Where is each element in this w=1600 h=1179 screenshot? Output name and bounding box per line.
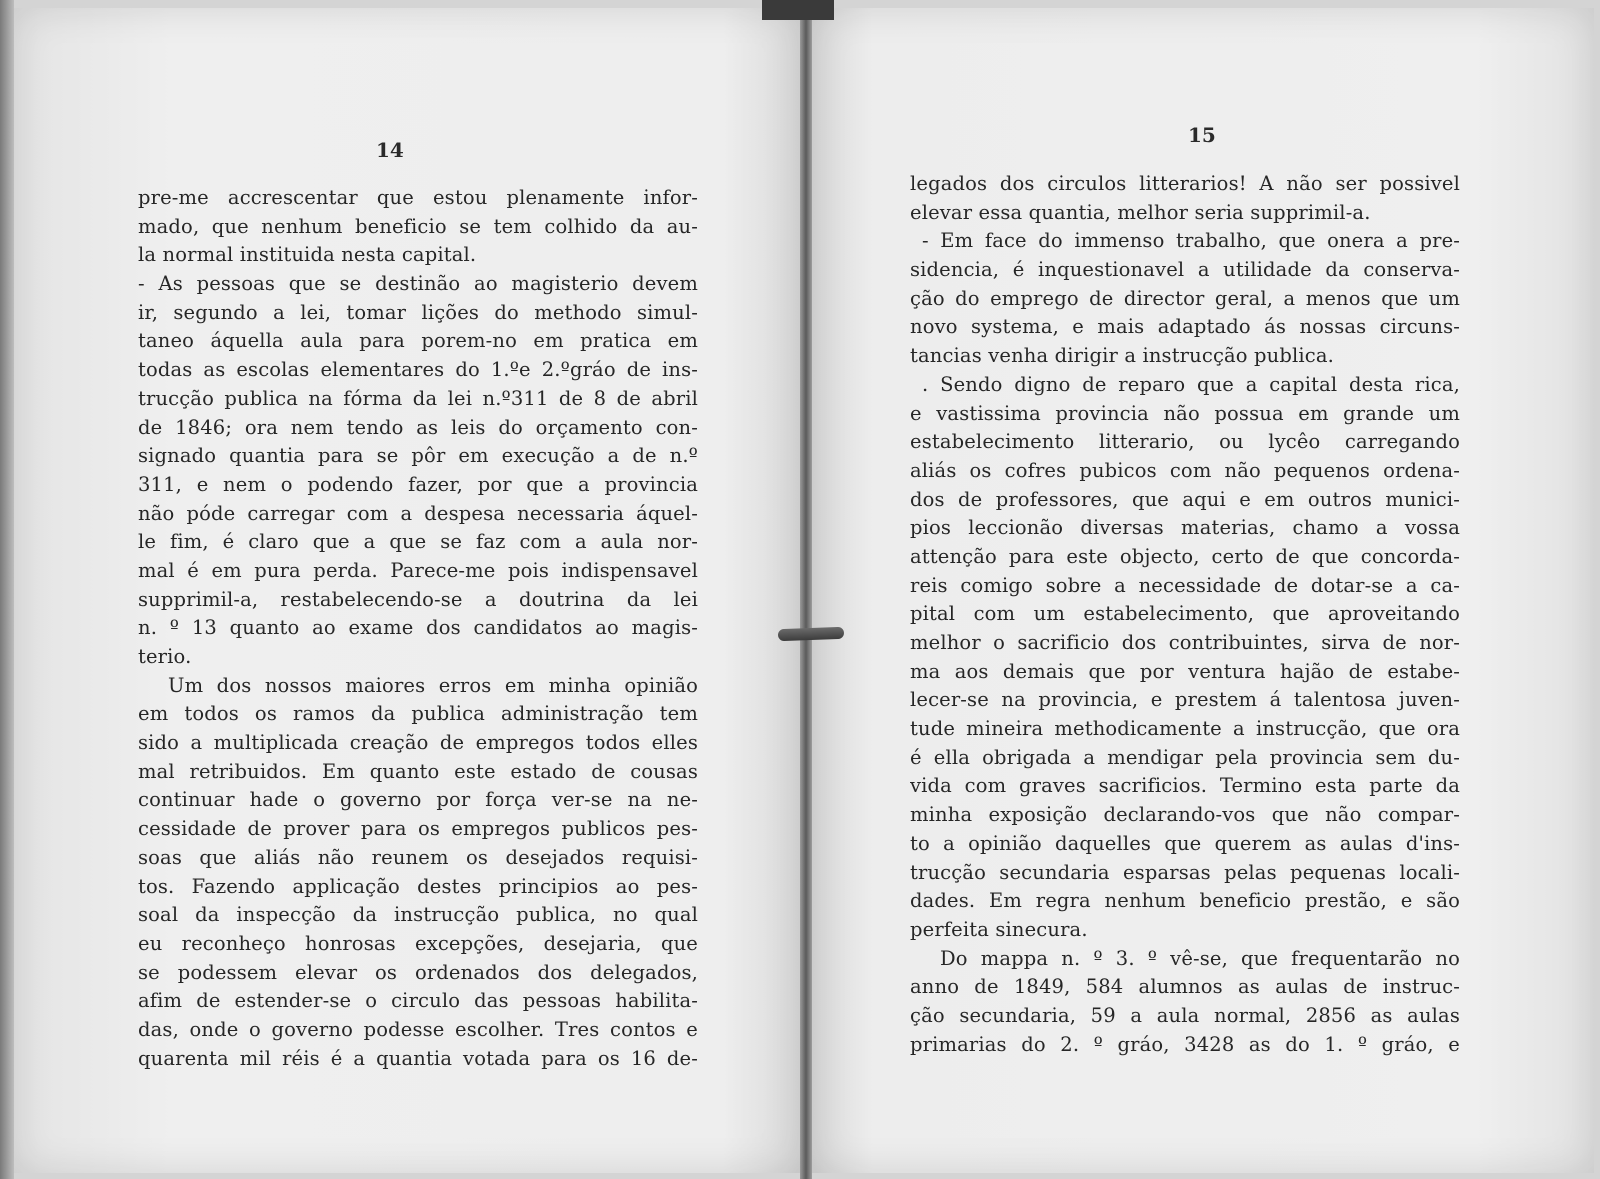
text-line: mal retribuidos. Em quanto este estado de cousas bbox=[138, 759, 698, 783]
text-line: em todos os ramos da publica administração tem bbox=[138, 702, 698, 726]
text-line: sidencia, é inquestionavel a utilidade da conserva- bbox=[910, 258, 1460, 282]
text-line: Um dos nossos maiores erros em minha opinião bbox=[168, 673, 698, 697]
text-line: mal é em pura perda. Parece-me pois indispensavel bbox=[138, 558, 698, 582]
text-line: la normal instituida nesta capital. bbox=[138, 243, 477, 267]
text-line: ir, segundo a lei, tomar lições do methodo simul- bbox=[138, 300, 698, 324]
page-number-left: 14 bbox=[376, 138, 404, 162]
text-line: afim de estender-se o circulo das pessoas habilita- bbox=[138, 989, 698, 1013]
text-line: legados dos circulos litterarios! A não ser possivel bbox=[910, 172, 1460, 195]
text-line: trucção secundaria esparsas pelas pequenas locali- bbox=[910, 860, 1460, 884]
text-line: quarenta mil réis é a quantia votada para os 16 de- bbox=[138, 1046, 698, 1070]
text-line: n. º 13 quanto ao exame dos candidatos ao magis- bbox=[138, 616, 698, 640]
text-line: todas as escolas elementares do 1.ºe 2.ºgráo de ins- bbox=[138, 358, 698, 382]
text-line: pital com um estabelecimento, que aproveitando bbox=[910, 602, 1460, 626]
binding-top bbox=[762, 0, 834, 20]
text-line: signado quantia para se pôr em execução a de n.º bbox=[138, 444, 698, 468]
text-line: de 1846; ora nem tendo as leis do orçamento con- bbox=[138, 415, 698, 439]
page-number-right: 15 bbox=[1188, 123, 1216, 147]
book-edge bbox=[0, 0, 14, 1179]
left-page-text bbox=[138, 184, 698, 1073]
text-line: - Em face do immenso trabalho, que onera a pre- bbox=[922, 229, 1460, 253]
text-line: dades. Em regra nenhum beneficio prestão, e são bbox=[910, 889, 1460, 913]
text-line: anno de 1849, 584 alumnos as aulas de instruc- bbox=[910, 975, 1460, 999]
text-line: Do mappa n. º 3. º vê-se, que frequentarão no bbox=[940, 946, 1460, 970]
text-line: ção secundaria, 59 a aula normal, 2856 as aulas bbox=[910, 1003, 1460, 1027]
text-line: minha exposição declarando-vos que não compar- bbox=[910, 803, 1460, 827]
text-line: estabelecimento litterario, ou lycêo carregando bbox=[910, 430, 1460, 454]
text-line: é ella obrigada a mendigar pela provincia sem du- bbox=[910, 745, 1460, 769]
text-line: se podessem elevar os ordenados dos delegados, bbox=[138, 960, 698, 984]
text-line: pios leccionão diversas materias, chamo a vossa bbox=[910, 516, 1460, 540]
text-line: supprimil-a, restabelecendo-se a doutrina da lei bbox=[138, 587, 698, 611]
text-line: reis comigo sobre a necessidade de dotar-se a ca- bbox=[910, 573, 1460, 597]
text-line: perfeita sinecura. bbox=[910, 917, 1088, 941]
left-page bbox=[14, 8, 802, 1173]
text-line: ma aos demais que por ventura hajão de estabe- bbox=[910, 659, 1460, 683]
text-line: mado, que nenhum beneficio se tem colhido da au- bbox=[138, 214, 698, 238]
text-line: terio. bbox=[138, 645, 192, 668]
text-line: das, onde o governo podesse escolher. Tres contos e bbox=[138, 1017, 698, 1041]
text-line: ção do emprego de director geral, a menos que um bbox=[910, 286, 1460, 310]
right-page-text bbox=[910, 170, 1460, 1059]
text-line: - As pessoas que se destinão ao magisterio devem bbox=[138, 272, 698, 296]
text-line: lecer-se na provincia, e prestem á talentosa juven- bbox=[910, 688, 1460, 712]
text-line: vida com graves sacrificios. Termino esta parte da bbox=[910, 774, 1460, 798]
text-line: melhor o sacrificio dos contribuintes, sirva de nor- bbox=[910, 631, 1460, 654]
book-gutter bbox=[800, 0, 812, 1179]
text-line: e vastissima provincia não possua em grande um bbox=[910, 401, 1460, 425]
text-line: primarias do 2. º gráo, 3428 as do 1. º gráo, e bbox=[910, 1032, 1460, 1056]
text-line: eu reconheço honrosas excepções, desejaria, que bbox=[138, 931, 698, 955]
binding-stitch bbox=[778, 627, 844, 641]
text-line: não póde carregar com a despesa necessaria áquel- bbox=[138, 501, 698, 525]
text-line: soas que aliás não reunem os desejados requisi- bbox=[138, 845, 698, 869]
text-line: tude mineira methodicamente a instrucção, que ora bbox=[910, 717, 1460, 741]
text-line: aliás os cofres pubicos com não pequenos ordena- bbox=[910, 458, 1460, 482]
text-line: 311, e nem o podendo fazer, por que a provincia bbox=[138, 472, 698, 496]
text-line: taneo áquella aula para porem-no em pratica em bbox=[138, 329, 698, 353]
text-line: pre-me accrescentar que estou plenamente infor- bbox=[138, 186, 698, 209]
text-line: elevar essa quantia, melhor seria supprimil-a. bbox=[910, 200, 1371, 224]
text-line: soal da inspecção da instrucção publica, no qual bbox=[138, 903, 698, 927]
text-line: trucção publica na fórma da lei n.º311 de 8 de abril bbox=[138, 386, 698, 410]
text-line: tancias venha dirigir a instrucção publica. bbox=[910, 344, 1334, 368]
text-line: . Sendo digno de reparo que a capital desta rica, bbox=[922, 372, 1460, 396]
text-line: to a opinião daquelles que querem as aulas d'ins- bbox=[910, 831, 1460, 855]
text-line: le fim, é claro que a que se faz com a aula nor- bbox=[138, 530, 698, 554]
text-line: continuar hade o governo por força ver-se na ne- bbox=[138, 788, 698, 812]
text-line: tos. Fazendo applicação destes principios ao pes- bbox=[138, 874, 698, 898]
text-line: attenção para este objecto, certo de que concorda- bbox=[910, 544, 1460, 568]
text-line: sido a multiplicada creação de empregos todos elles bbox=[138, 731, 698, 755]
text-line: novo systema, e mais adaptado ás nossas circuns- bbox=[910, 315, 1460, 339]
text-line: cessidade de prover para os empregos publicos pes- bbox=[138, 817, 698, 841]
text-line: dos de professores, que aqui e em outros munici- bbox=[910, 487, 1460, 511]
right-page bbox=[810, 8, 1594, 1173]
